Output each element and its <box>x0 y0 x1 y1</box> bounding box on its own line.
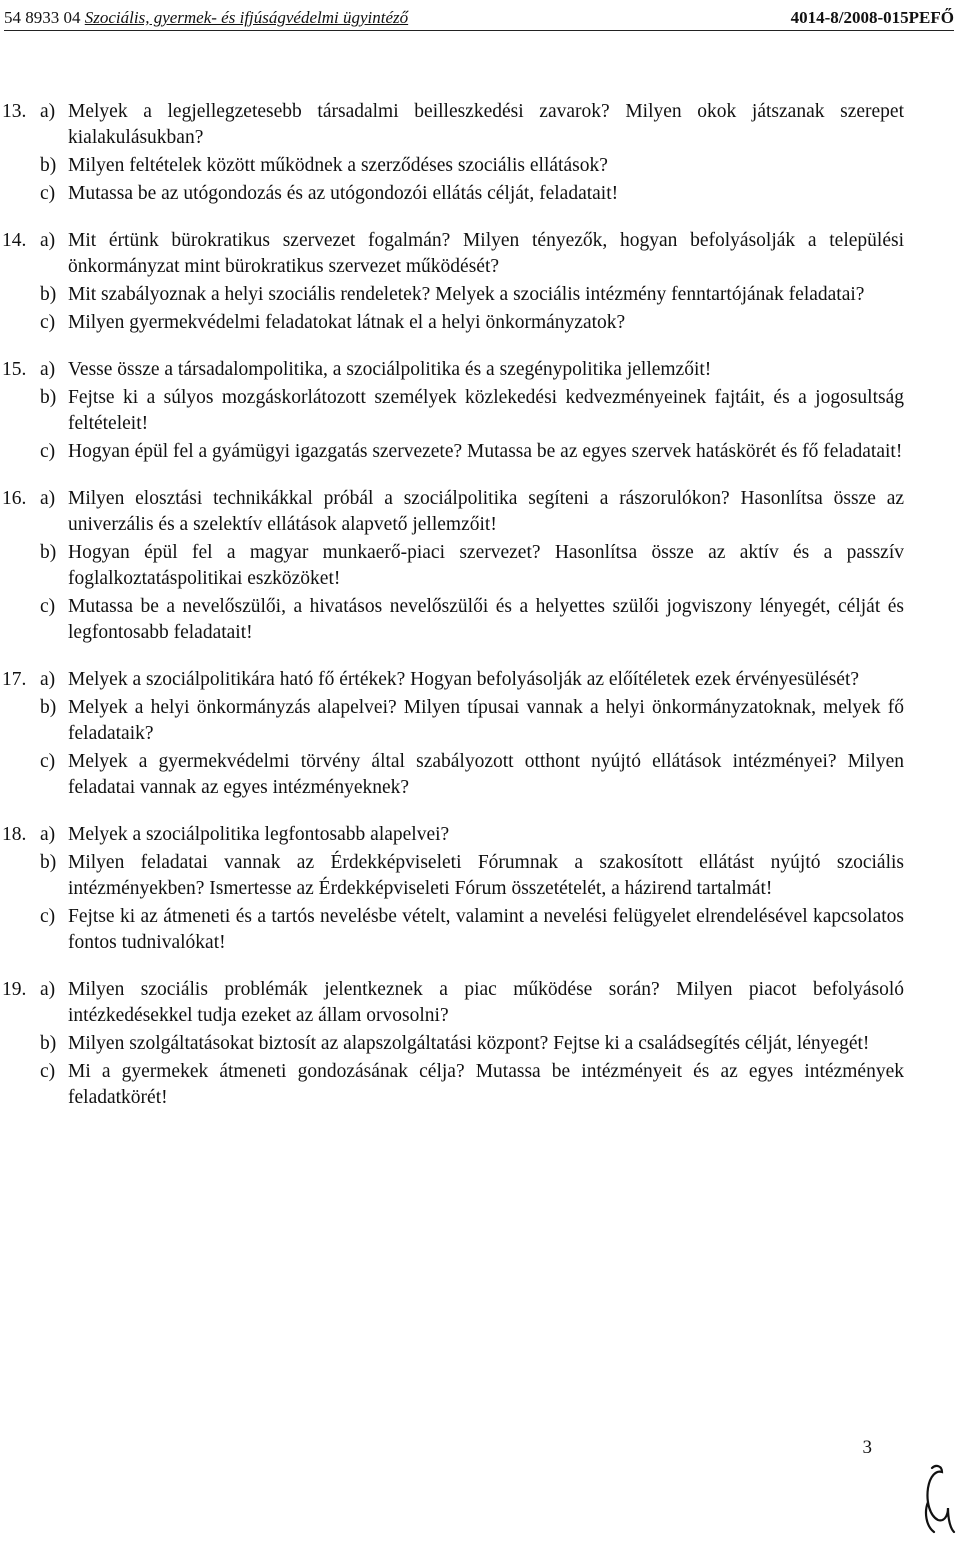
question-item <box>40 822 904 848</box>
question-13 <box>0 99 960 207</box>
item-text: Mi a gyermekek átmeneti gondozásának célja? Mutassa be intézményeit és az egyes intézmények feladatkörét! <box>68 1061 904 1108</box>
question-number: 19. <box>2 979 27 1000</box>
question-item <box>40 540 904 592</box>
item-letter: b) <box>40 387 57 408</box>
question-item <box>40 695 904 747</box>
question-number: 18. <box>2 824 27 845</box>
item-text: Milyen feladatai vannak az Érdekképviseleti Fórumnak a szakosított ellátást nyújtó szociális intézményekben? Ismertesse az Érdekképviseleti Fórum összetételét, a házirend tartalmát! <box>68 852 904 899</box>
item-text: Fejtse ki az átmeneti és a tartós nevelésbe vételt, valamint a nevelési felügyelet elrendelésével kapcsolatos fontos tudnivalókat! <box>68 906 904 953</box>
question-item <box>40 153 904 179</box>
question-item <box>40 439 904 465</box>
item-letter: b) <box>40 542 57 563</box>
item-text: Melyek a helyi önkormányzás alapelvei? Milyen típusai vannak a helyi önkormányzatoknak, melyek fő feladataik? <box>68 697 904 744</box>
item-letter: c) <box>40 596 56 617</box>
item-text: Melyek a szociálpolitika legfontosabb alapelvei? <box>68 824 450 845</box>
question-item <box>40 1031 904 1057</box>
question-16 <box>0 486 960 646</box>
item-letter: a) <box>40 824 56 845</box>
question-item <box>40 310 904 336</box>
item-text: Melyek a gyermekvédelmi törvény által szabályozott otthont nyújtó ellátások intézményei? Milyen feladatai vannak az egyes intézményeknek? <box>68 751 904 798</box>
header-title: Szociális, gyermek- és ifjúságvédelmi ügyintéző <box>84 8 409 27</box>
item-text: Milyen szolgáltatásokat biztosít az alapszolgáltatási központ? Fejtse ki a családsegítés célját, lényegét! <box>68 1033 870 1054</box>
item-letter: b) <box>40 852 57 873</box>
question-item <box>40 850 904 902</box>
question-item <box>40 977 904 1029</box>
question-item <box>40 228 904 280</box>
item-letter: c) <box>40 906 56 927</box>
item-text: Melyek a szociálpolitikára ható fő értékek? Hogyan befolyásolják az előítéletek ezek érvényesülését? <box>68 669 860 690</box>
item-text: Vesse össze a társadalompolitika, a szociálpolitika és a szegénypolitika jellemzőit! <box>68 359 712 380</box>
item-letter: b) <box>40 697 57 718</box>
question-number: 17. <box>2 669 27 690</box>
item-text: Mutassa be az utógondozás és az utógondozói ellátás célját, feladatait! <box>68 183 619 204</box>
item-letter: c) <box>40 1061 56 1082</box>
header-left <box>4 8 408 28</box>
item-letter: a) <box>40 979 56 1000</box>
item-letter: c) <box>40 312 56 333</box>
item-text: Milyen elosztási technikákkal próbál a szociálpolitika segíteni a rászorulókon? Hasonlítsa össze az univerzális és a szelektív ellátások alapvető jellemzőit! <box>68 488 904 535</box>
question-list <box>0 99 960 1132</box>
question-17 <box>0 667 960 801</box>
item-letter: c) <box>40 183 56 204</box>
question-number: 16. <box>2 488 27 509</box>
item-letter: a) <box>40 230 56 251</box>
page-header <box>4 6 954 31</box>
item-letter: a) <box>40 359 56 380</box>
question-item <box>40 904 904 956</box>
item-letter: a) <box>40 488 56 509</box>
question-18 <box>0 822 960 956</box>
item-text: Mit szabályoznak a helyi szociális rendeletek? Melyek a szociális intézmény fenntartójának feladatai? <box>68 284 865 305</box>
question-item <box>40 667 904 693</box>
item-text: Melyek a legjellegzetesebb társadalmi beilleszkedési zavarok? Milyen okok játszanak szerepet kialakulásukban? <box>68 101 904 148</box>
item-text: Milyen szociális problémák jelentkeznek a piac működése során? Milyen piacot befolyásoló intézkedésekkel tudja ezeket az állam orvosolni? <box>68 979 904 1026</box>
item-text: Mit értünk bürokratikus szervezet fogalmán? Milyen tényezők, hogyan befolyásolják a települési önkormányzat mint bürokratikus szervezet működését? <box>68 230 904 277</box>
item-text: Milyen feltételek között működnek a szerződéses szociális ellátások? <box>68 155 608 176</box>
item-letter: a) <box>40 669 56 690</box>
item-letter: c) <box>40 441 56 462</box>
question-item <box>40 99 904 151</box>
page-number: 3 <box>862 1437 872 1458</box>
item-text: Milyen gyermekvédelmi feladatokat látnak el a helyi önkormányzatok? <box>68 312 626 333</box>
question-item <box>40 357 904 383</box>
item-text: Hogyan épül fel a magyar munkaerő-piaci szervezet? Hasonlítsa össze az aktív és a passzív foglalkoztatáspolitikai eszközöket! <box>68 542 904 589</box>
question-item <box>40 749 904 801</box>
question-15 <box>0 357 960 465</box>
question-number: 13. <box>2 101 27 122</box>
question-14 <box>0 228 960 336</box>
question-item <box>40 181 904 207</box>
header-prefix: 54 8933 04 <box>4 8 85 27</box>
item-letter: c) <box>40 751 56 772</box>
item-text: Hogyan épül fel a gyámügyi igazgatás szervezete? Mutassa be az egyes szervek hatáskörét és fő feladatait! <box>68 441 903 462</box>
header-code: 4014-8/2008-015PEFŐ <box>790 8 954 27</box>
question-number: 14. <box>2 230 27 251</box>
item-text: Fejtse ki a súlyos mozgáskorlátozott személyek közlekedési kedvezményeinek fajtáit, és a jogosultság feltételeit! <box>68 387 904 434</box>
item-text: Mutassa be a nevelőszülői, a hivatásos nevelőszülői és a helyettes szülői jogviszony lényegét, célját és legfontosabb feladatait! <box>68 596 904 643</box>
question-item <box>40 282 904 308</box>
question-number: 15. <box>2 359 27 380</box>
item-letter: b) <box>40 1033 57 1054</box>
item-letter: a) <box>40 101 56 122</box>
question-item <box>40 1059 904 1111</box>
question-item <box>40 594 904 646</box>
item-letter: b) <box>40 284 57 305</box>
question-item <box>40 486 904 538</box>
question-19 <box>0 977 960 1111</box>
handwritten-signature <box>918 1462 958 1536</box>
item-letter: b) <box>40 155 57 176</box>
question-item <box>40 385 904 437</box>
